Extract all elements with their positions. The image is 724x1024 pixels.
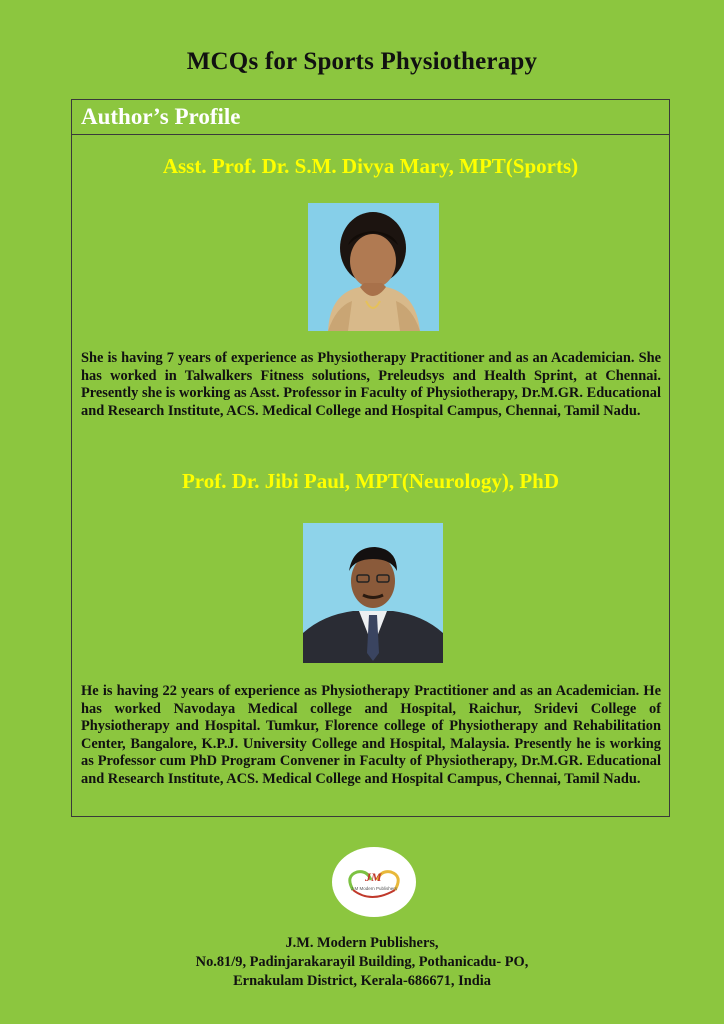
page-title: MCQs for Sports Physiotherapy — [186, 48, 538, 75]
publisher-name: J.M. Modern Publishers, — [285, 935, 439, 951]
author-2-name: Prof. Dr. Jibi Paul, MPT(Neurology), PhD — [181, 469, 559, 493]
publisher-address-line-2: Ernakulam District, Kerala-686671, India — [233, 973, 491, 989]
publisher-logo — [331, 846, 417, 918]
author-2-bio: He is having 22 years of experience as Physiotherapy Practitioner and as an Academician. He has worked Navodaya Medical college and Hospital, Raichur, Sridevi College of Physiotherapy and Hospital. Tumkur, Florence college of Physiotherapy and Rehabilitation Center, Bangalore, K.P.J. University College and Hospital, Malaysia. Presently he is working as Professor cum PhD Program Convener in Faculty of Physiotherapy, Dr.M.GR. Educational and Research Institute, ACS. Medical College and Hospital Campus, Chennai, Tamil Nadu. — [81, 683, 661, 787]
publisher-address — [0, 934, 724, 991]
author-1-name: Asst. Prof. Dr. S.M. Divya Mary, MPT(Sports) — [162, 154, 579, 178]
author-2-photo — [303, 523, 443, 663]
publisher-address-line-1: No.81/9, Padinjarakarayil Building, Pothanicadu- PO, — [195, 954, 529, 970]
author-profile-box — [71, 99, 670, 817]
logo-caption: J.M Modern Publishers — [350, 886, 398, 891]
author-1-bio: She is having 7 years of experience as Physiotherapy Practitioner and as an Academician. She has worked in Talwalkers Fitness solutions, Preleudsys and Health Sprint, at Chennai. Presently she is working as Asst. Professor in Faculty of Physiotherapy, Dr.M.GR. Educational and Research Institute, ACS. Medical College and Hospital Campus, Chennai, Tamil Nadu. — [81, 350, 661, 419]
section-header: Author’s Profile — [72, 100, 669, 135]
author-1-photo — [308, 203, 439, 331]
logo-monogram: JM — [365, 870, 382, 884]
